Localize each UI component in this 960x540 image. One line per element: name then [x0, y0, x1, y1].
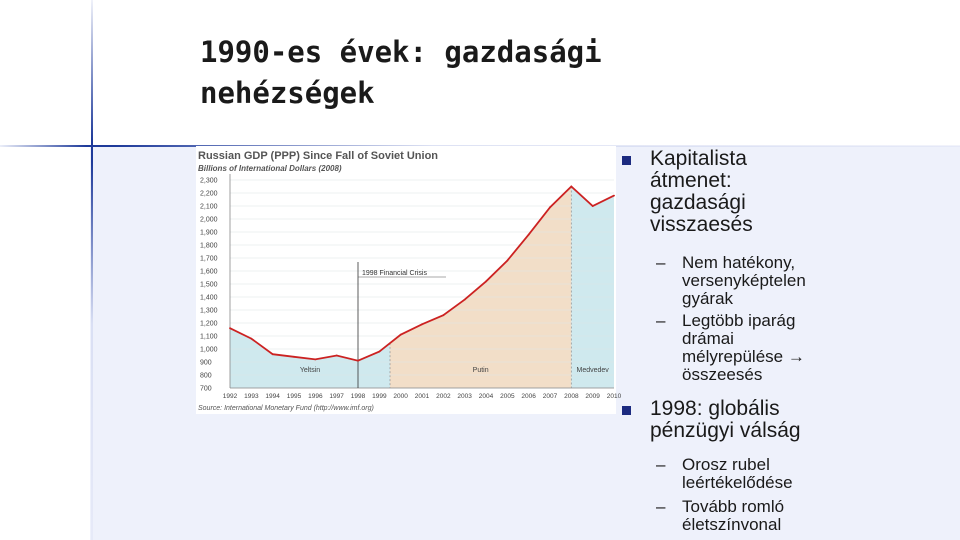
x-tick-label: 1992 — [222, 393, 238, 400]
slide-title-line-1: 1990-es évek: gazdasági — [200, 35, 602, 69]
chart-source: Source: International Monetary Fund (http://www.imf.org) — [198, 405, 374, 412]
y-axis — [200, 174, 230, 393]
x-tick-label: 2005 — [500, 393, 515, 400]
chart-title: Russian GDP (PPP) Since Fall of Soviet Union — [198, 150, 439, 162]
gdp-point — [592, 205, 594, 207]
x-tick-label: 1998 — [350, 393, 366, 400]
era-band — [390, 187, 571, 389]
era-bands — [230, 187, 614, 389]
bullet-1-sub-2 — [620, 312, 960, 384]
y-tick-label: 700 — [200, 385, 212, 393]
x-tick-label: 2002 — [436, 393, 451, 400]
x-tick-label: 1994 — [265, 393, 280, 400]
gdp-point — [485, 281, 487, 283]
gdp-point — [314, 359, 316, 361]
dash-icon: – — [656, 311, 666, 330]
gdp-point — [570, 186, 572, 188]
y-tick-label: 1,900 — [200, 229, 218, 237]
x-tick-label: 2008 — [564, 393, 579, 400]
bullet-1-sub-2-after: összeesés — [682, 365, 763, 384]
left-margin — [0, 0, 90, 540]
gdp-point — [549, 206, 551, 208]
gdp-point — [272, 353, 274, 355]
x-tick-label: 2001 — [414, 393, 430, 400]
gdp-chart-svg — [196, 146, 622, 414]
x-tick-label: 1997 — [329, 393, 344, 400]
bullet-2-sub-2-text: Tovább romló életszínvonal — [682, 497, 785, 534]
bullet-1-sub-2-text: Legtöbb iparág drámai mélyrepülése — [682, 311, 796, 366]
gdp-point — [400, 334, 402, 336]
y-tick-label: 1,300 — [200, 307, 218, 315]
y-tick-label: 1,800 — [200, 242, 218, 250]
x-tick-label: 1993 — [244, 393, 259, 400]
x-axis — [223, 388, 622, 400]
decorative-vertical-line — [91, 0, 93, 540]
gdp-point — [528, 234, 530, 236]
gdp-point — [613, 195, 615, 197]
gdp-chart — [196, 146, 622, 414]
x-tick-label: 1999 — [372, 393, 387, 400]
dash-icon: – — [656, 455, 666, 474]
gdp-point — [293, 356, 295, 358]
gdp-point — [250, 338, 252, 340]
x-tick-label: 2006 — [521, 393, 536, 400]
gdp-point — [336, 355, 338, 357]
y-tick-label: 2,200 — [200, 190, 218, 198]
bullet-1-text: Kapitalista átmenet: gazdasági visszaesés — [650, 147, 753, 236]
x-tick-label: 2003 — [457, 393, 472, 400]
x-tick-label: 1995 — [286, 393, 302, 400]
x-tick-label: 2009 — [585, 393, 600, 400]
gdp-point — [229, 327, 231, 329]
slide-title — [200, 32, 720, 114]
era-label: Putin — [472, 367, 489, 374]
dash-icon: – — [656, 497, 666, 516]
bullet-2-sub-1-text: Orosz rubel leértékelődése — [682, 455, 793, 492]
bullet-1-sub-2-content — [682, 312, 822, 384]
x-tick-label: 2007 — [542, 393, 558, 400]
bullet-1 — [620, 148, 960, 236]
y-tick-label: 2,300 — [200, 177, 218, 185]
bullet-2-text: 1998: globális pénzügyi válság — [650, 397, 801, 442]
square-bullet-icon — [622, 156, 631, 165]
y-tick-label: 1,100 — [200, 333, 218, 341]
dash-icon: – — [656, 253, 666, 272]
right-arrow-icon: → — [787, 347, 805, 366]
y-tick-label: 1,700 — [200, 255, 218, 263]
square-bullet-icon — [622, 406, 631, 415]
y-tick-label: 1,000 — [200, 346, 218, 354]
gdp-point — [421, 323, 423, 325]
x-tick-label: 2010 — [606, 393, 622, 400]
x-tick-label: 2000 — [393, 393, 408, 400]
era-band — [571, 187, 614, 389]
bullet-1-sub-1-text: Nem hatékony, versenyképtelen gyárak — [682, 253, 806, 308]
y-tick-label: 900 — [200, 359, 212, 367]
gdp-point — [378, 351, 380, 353]
bullet-2-sub-1 — [620, 456, 960, 492]
y-tick-label: 1,200 — [200, 320, 218, 328]
era-label: Medvedev — [576, 367, 609, 374]
crisis-label: 1998 Financial Crisis — [362, 270, 427, 277]
bullet-1-sub-1 — [620, 254, 960, 308]
era-label: Yeltsin — [299, 367, 321, 374]
gdp-point — [442, 314, 444, 316]
x-tick-label: 1996 — [308, 393, 323, 400]
gdp-point — [357, 360, 359, 362]
y-tick-label: 2,100 — [200, 203, 218, 211]
y-tick-label: 1,600 — [200, 268, 218, 276]
y-tick-label: 2,000 — [200, 216, 218, 224]
bullet-list — [620, 148, 960, 534]
bullet-2-sub-2 — [620, 498, 960, 534]
y-tick-label: 800 — [200, 372, 212, 380]
gdp-point — [464, 299, 466, 301]
slide-title-line-2: nehézségek — [200, 76, 375, 110]
gdp-point — [506, 260, 508, 262]
x-tick-label: 2004 — [478, 393, 494, 400]
y-tick-label: 1,500 — [200, 281, 218, 289]
y-tick-label: 1,400 — [200, 294, 218, 302]
bullet-2 — [620, 398, 960, 442]
chart-subtitle: Billions of International Dollars (2008) — [198, 164, 342, 173]
